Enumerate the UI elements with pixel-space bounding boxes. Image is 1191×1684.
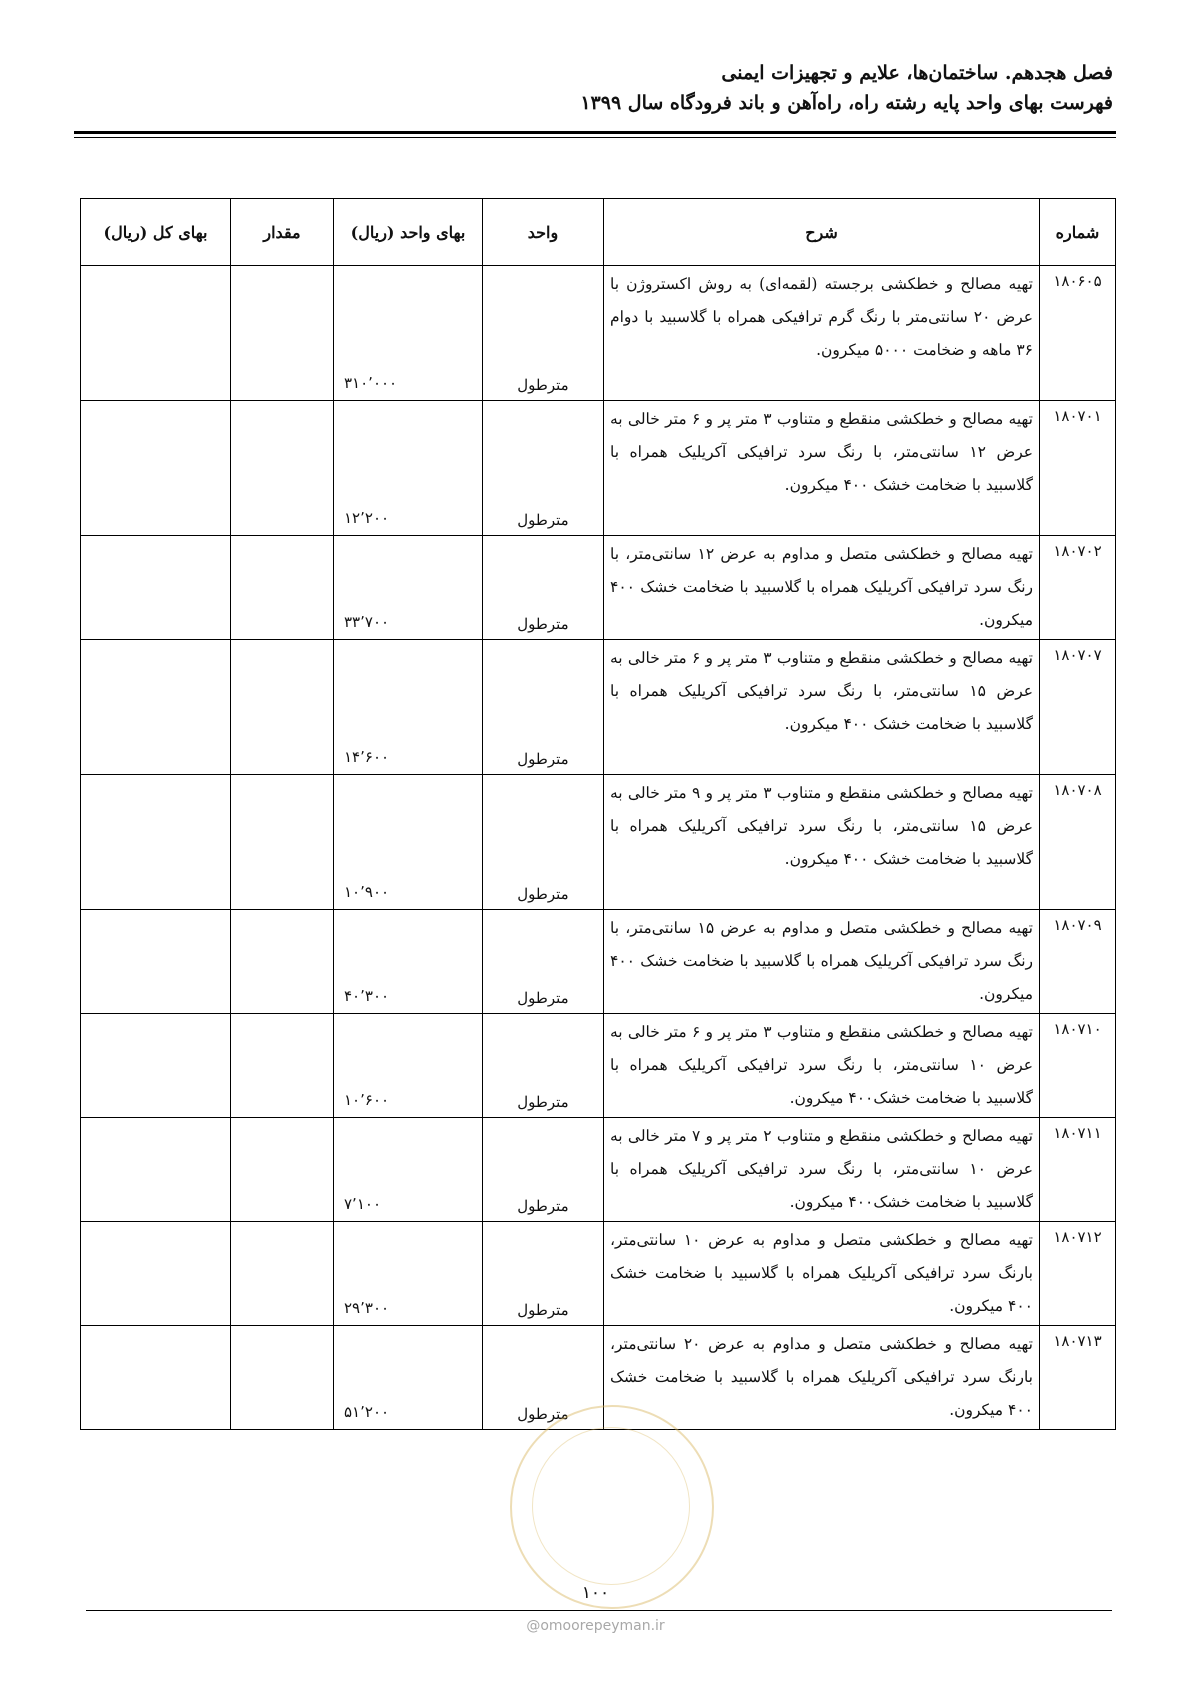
item-description: تهیه مصالح و خطکشی منقطع و متناوب ۳ متر پر و ۶ متر خالی به عرض ۱۵ سانتی‌متر، با رنگ سرد ترافیکی آکریلیک همراه با گلاسبید با ضخامت خشک ۴۰۰ میکرون. [604,640,1040,775]
item-unit-price: ۱۰٬۹۰۰ [334,775,483,910]
item-code: ۱۸۰۷۰۸ [1040,775,1116,910]
item-unit-price: ۴۰٬۳۰۰ [334,910,483,1014]
item-unit-price: ۲۹٬۳۰۰ [334,1222,483,1326]
item-code: ۱۸۰۷۰۹ [1040,910,1116,1014]
item-quantity [231,1326,334,1430]
item-total-price [81,1326,231,1430]
item-description: تهیه مصالح و خطکشی متصل و مداوم به عرض ۱۲ سانتی‌متر، با رنگ سرد ترافیکی آکریلیک همراه با گلاسبید با ضخامت خشک ۴۰۰ میکرون. [604,536,1040,640]
item-unit: مترطول [483,775,604,910]
item-total-price [81,1118,231,1222]
table-row [81,266,1116,401]
item-total-price [81,266,231,401]
item-total-price [81,640,231,775]
item-quantity [231,1118,334,1222]
item-total-price [81,1014,231,1118]
item-code: ۱۸۰۷۱۳ [1040,1326,1116,1430]
item-code: ۱۸۰۷۰۲ [1040,536,1116,640]
item-description: تهیه مصالح و خطکشی منقطع و متناوب ۳ متر پر و ۶ متر خالی به عرض ۱۲ سانتی‌متر، با رنگ سرد ترافیکی آکریلیک همراه با گلاسبید با ضخامت خشک ۴۰۰ میکرون. [604,401,1040,536]
page-header [73,58,1113,118]
item-description: تهیه مصالح و خطکشی برجسته (لقمه‌ای) به روش اکستروژن با عرض ۲۰ سانتی‌متر با رنگ گرم ترافیکی همراه با گلاسبید با دوام ۳۶ ماهه و ضخامت ۵۰۰۰ میکرون. [604,266,1040,401]
item-unit: مترطول [483,536,604,640]
item-unit: مترطول [483,640,604,775]
item-unit-price: ۱۲٬۲۰۰ [334,401,483,536]
item-description: تهیه مصالح و خطکشی متصل و مداوم به عرض ۲۰ سانتی‌متر، بارنگ سرد ترافیکی آکریلیک همراه با گلاسبید با ضخامت خشک ۴۰۰ میکرون. [604,1326,1040,1430]
item-unit-price: ۳۳٬۷۰۰ [334,536,483,640]
item-total-price [81,1222,231,1326]
item-total-price [81,775,231,910]
item-unit: مترطول [483,1222,604,1326]
item-unit: مترطول [483,1014,604,1118]
item-quantity [231,775,334,910]
item-code: ۱۸۰۷۰۱ [1040,401,1116,536]
watermark-seal-inner-ring [532,1427,690,1585]
table-row [81,1014,1116,1118]
col-header-unit: واحد [483,199,604,266]
footer-rule [86,1610,1112,1611]
item-quantity [231,910,334,1014]
item-code: ۱۸۰۷۱۰ [1040,1014,1116,1118]
col-header-total-price: بهای کل (ریال) [81,199,231,266]
item-total-price [81,401,231,536]
item-unit: مترطول [483,910,604,1014]
item-quantity [231,1014,334,1118]
item-unit: مترطول [483,401,604,536]
price-table [80,198,1116,1430]
item-unit-price: ۳۱۰٬۰۰۰ [334,266,483,401]
item-unit-price: ۱۴٬۶۰۰ [334,640,483,775]
item-description: تهیه مصالح و خطکشی متصل و مداوم به عرض ۱۵ سانتی‌متر، با رنگ سرد ترافیکی آکریلیک همراه با گلاسبید با ضخامت خشک ۴۰۰ میکرون. [604,910,1040,1014]
col-header-code: شماره [1040,199,1116,266]
item-unit-price: ۱۰٬۶۰۰ [334,1014,483,1118]
table-row [81,1222,1116,1326]
col-header-unit-price: بهای واحد (ریال) [334,199,483,266]
item-unit: مترطول [483,1326,604,1430]
table-row [81,775,1116,910]
col-header-quantity: مقدار [231,199,334,266]
header-rule-thick [74,131,1116,134]
page-number: ۱۰۰ [581,1583,610,1603]
item-quantity [231,640,334,775]
item-unit: مترطول [483,266,604,401]
item-unit: مترطول [483,1118,604,1222]
col-header-desc: شرح [604,199,1040,266]
table-row [81,1118,1116,1222]
chapter-title: فصل هجدهم. ساختمان‌ها، علایم و تجهیزات ایمنی [721,62,1113,84]
item-code: ۱۸۰۷۱۲ [1040,1222,1116,1326]
item-total-price [81,910,231,1014]
item-quantity [231,266,334,401]
item-description: تهیه مصالح و خطکشی منقطع و متناوب ۳ متر پر و ۹ متر خالی به عرض ۱۵ سانتی‌متر، با رنگ سرد ترافیکی آکریلیک همراه با گلاسبید با ضخامت خشک ۴۰۰ میکرون. [604,775,1040,910]
item-code: ۱۸۰۶۰۵ [1040,266,1116,401]
item-unit-price: ۵۱٬۲۰۰ [334,1326,483,1430]
table-row [81,640,1116,775]
item-quantity [231,1222,334,1326]
item-code: ۱۸۰۷۱۱ [1040,1118,1116,1222]
header-rule-thin [74,137,1116,138]
item-total-price [81,536,231,640]
item-quantity [231,401,334,536]
table-row [81,401,1116,536]
table-header-row [81,199,1116,266]
table-row [81,536,1116,640]
watermark-seal-icon [510,1405,714,1609]
item-description: تهیه مصالح و خطکشی متصل و مداوم به عرض ۱۰ سانتی‌متر، بارنگ سرد ترافیکی آکریلیک همراه با گلاسبید با ضخامت خشک ۴۰۰ میکرون. [604,1222,1040,1326]
table-row [81,910,1116,1014]
item-description: تهیه مصالح و خطکشی منقطع و متناوب ۳ متر پر و ۶ متر خالی به عرض ۱۰ سانتی‌متر، با رنگ سرد ترافیکی آکریلیک همراه با گلاسبید با ضخامت خشک۴۰۰ میکرون. [604,1014,1040,1118]
watermark-text: @omoorepeyman.ir [526,1618,665,1634]
item-code: ۱۸۰۷۰۷ [1040,640,1116,775]
item-unit-price: ۷٬۱۰۰ [334,1118,483,1222]
item-description: تهیه مصالح و خطکشی منقطع و متناوب ۲ متر پر و ۷ متر خالی به عرض ۱۰ سانتی‌متر، با رنگ سرد ترافیکی آکریلیک همراه با گلاسبید با ضخامت خشک۴۰۰ میکرون. [604,1118,1040,1222]
item-quantity [231,536,334,640]
document-title: فهرست بهای واحد پایه رشته راه، راه‌آهن و باند فرودگاه سال ۱۳۹۹ [580,92,1113,114]
